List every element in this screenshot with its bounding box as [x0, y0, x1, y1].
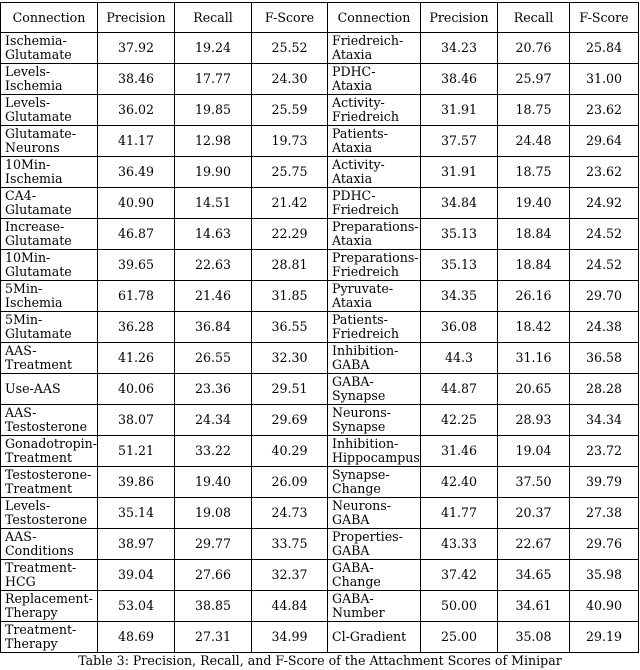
precision-cell: 38.97 — [98, 529, 175, 560]
precision-cell: 37.92 — [98, 33, 175, 64]
connection-line: Treatment — [5, 450, 73, 465]
precision-cell: 34.35 — [421, 281, 498, 312]
recall-cell: 17.77 — [175, 64, 252, 95]
recall-cell: 19.24 — [175, 33, 252, 64]
connection-line: Properties- — [332, 529, 403, 544]
connection-line: Treatment- — [5, 622, 77, 637]
recall-cell: 18.42 — [498, 312, 570, 343]
connection-line: GABA — [332, 512, 370, 527]
connection-line: Levels- — [5, 64, 51, 79]
recall-cell: 27.66 — [175, 560, 252, 591]
recall-cell: 20.65 — [498, 374, 570, 405]
connection-cell — [328, 312, 421, 343]
table-row — [1, 95, 639, 126]
f-score-cell: 44.84 — [252, 591, 328, 622]
connection-cell — [1, 95, 98, 126]
connection-cell — [328, 157, 421, 188]
f-score-cell: 29.51 — [252, 374, 328, 405]
connection-line: Activity- — [332, 157, 385, 172]
table-row — [1, 126, 639, 157]
f-score-cell: 27.38 — [570, 498, 639, 529]
f-score-cell: 35.98 — [570, 560, 639, 591]
connection-line: Number — [332, 605, 385, 620]
precision-cell: 36.08 — [421, 312, 498, 343]
connection-line: Ischemia- — [5, 33, 67, 48]
precision-cell: 41.26 — [98, 343, 175, 374]
table-row — [1, 467, 639, 498]
connection-cell — [1, 157, 98, 188]
precision-cell: 34.84 — [421, 188, 498, 219]
connection-cell — [328, 33, 421, 64]
connection-line: Ischemia — [5, 171, 63, 186]
connection-line: Neurons- — [332, 498, 392, 513]
recall-cell: 26.55 — [175, 343, 252, 374]
connection-line: PDHC- — [332, 188, 376, 203]
connection-cell — [328, 622, 421, 653]
recall-cell: 19.40 — [175, 467, 252, 498]
header-cell: Precision — [421, 3, 498, 33]
connection-line: Ataxia — [332, 47, 373, 62]
table-row — [1, 498, 639, 529]
precision-cell: 31.91 — [421, 95, 498, 126]
connection-line: Ischemia — [5, 78, 63, 93]
connection-cell — [328, 188, 421, 219]
f-score-cell: 24.30 — [252, 64, 328, 95]
connection-line: Glutamate — [5, 326, 72, 341]
f-score-cell: 22.29 — [252, 219, 328, 250]
connection-line: AAS- — [5, 343, 37, 358]
precision-cell: 31.91 — [421, 157, 498, 188]
precision-cell: 37.57 — [421, 126, 498, 157]
recall-cell: 27.31 — [175, 622, 252, 653]
connection-line: Synapse- — [332, 467, 390, 482]
connection-cell — [1, 591, 98, 622]
connection-line: Glutamate — [5, 264, 72, 279]
precision-cell: 46.87 — [98, 219, 175, 250]
precision-cell: 41.77 — [421, 498, 498, 529]
f-score-cell: 29.70 — [570, 281, 639, 312]
recall-cell: 20.37 — [498, 498, 570, 529]
connection-line: Glutamate — [5, 109, 72, 124]
connection-line: Glutamate — [5, 233, 72, 248]
precision-cell: 40.06 — [98, 374, 175, 405]
connection-cell — [1, 250, 98, 281]
f-score-cell: 40.29 — [252, 436, 328, 467]
connection-line: Treatment — [5, 481, 73, 496]
precision-cell: 43.33 — [421, 529, 498, 560]
f-score-cell: 29.19 — [570, 622, 639, 653]
connection-line: Friedreich — [332, 202, 399, 217]
precision-cell: 35.13 — [421, 219, 498, 250]
connection-line: Treatment — [5, 357, 73, 372]
f-score-cell: 21.42 — [252, 188, 328, 219]
recall-cell: 12.98 — [175, 126, 252, 157]
precision-cell: 36.02 — [98, 95, 175, 126]
header-cell: Recall — [498, 3, 570, 33]
f-score-cell: 25.59 — [252, 95, 328, 126]
connection-line: Gonadotropin- — [5, 436, 98, 451]
connection-line: Activity- — [332, 95, 385, 110]
table-row — [1, 436, 639, 467]
f-score-cell: 33.75 — [252, 529, 328, 560]
connection-cell — [1, 33, 98, 64]
connection-cell — [328, 405, 421, 436]
f-score-cell: 29.64 — [570, 126, 639, 157]
recall-cell: 38.85 — [175, 591, 252, 622]
table-row — [1, 560, 639, 591]
recall-cell: 19.90 — [175, 157, 252, 188]
f-score-cell: 23.62 — [570, 95, 639, 126]
recall-cell: 20.76 — [498, 33, 570, 64]
table-row — [1, 64, 639, 95]
connection-line: Friedreich- — [332, 33, 404, 48]
connection-cell — [1, 64, 98, 95]
connection-cell — [1, 498, 98, 529]
recall-cell: 37.50 — [498, 467, 570, 498]
connection-line: Preparations- — [332, 250, 419, 265]
table-row — [1, 529, 639, 560]
connection-line: AAS- — [5, 405, 37, 420]
connection-line: Patients- — [332, 126, 388, 141]
connection-line: GABA- — [332, 591, 374, 606]
table-row — [1, 343, 639, 374]
f-score-cell: 23.62 — [570, 157, 639, 188]
connection-cell — [328, 591, 421, 622]
precision-cell: 42.25 — [421, 405, 498, 436]
connection-cell — [328, 343, 421, 374]
connection-line: Use-AAS — [5, 381, 61, 396]
recall-cell: 34.61 — [498, 591, 570, 622]
connection-line: 5Min- — [5, 281, 43, 296]
table-row — [1, 622, 639, 653]
connection-line: Ischemia — [5, 295, 63, 310]
connection-line: Hippocampus — [332, 450, 420, 465]
recall-cell: 19.85 — [175, 95, 252, 126]
table-row — [1, 312, 639, 343]
connection-line: HCG — [5, 574, 36, 589]
recall-cell: 22.67 — [498, 529, 570, 560]
table-row — [1, 281, 639, 312]
f-score-cell: 24.92 — [570, 188, 639, 219]
recall-cell: 22.63 — [175, 250, 252, 281]
f-score-cell: 29.69 — [252, 405, 328, 436]
precision-cell: 53.04 — [98, 591, 175, 622]
connection-cell — [1, 219, 98, 250]
f-score-cell: 36.55 — [252, 312, 328, 343]
connection-cell — [1, 126, 98, 157]
precision-cell: 61.78 — [98, 281, 175, 312]
header-row — [1, 3, 639, 33]
table-row — [1, 374, 639, 405]
connection-line: PDHC- — [332, 64, 376, 79]
precision-cell: 50.00 — [421, 591, 498, 622]
precision-cell: 48.69 — [98, 622, 175, 653]
connection-line: Preparations- — [332, 219, 419, 234]
connection-cell — [1, 467, 98, 498]
recall-cell: 28.93 — [498, 405, 570, 436]
connection-cell — [328, 250, 421, 281]
recall-cell: 29.77 — [175, 529, 252, 560]
connection-line: Pyruvate- — [332, 281, 394, 296]
f-score-cell: 32.30 — [252, 343, 328, 374]
connection-cell — [328, 498, 421, 529]
connection-cell — [328, 560, 421, 591]
connection-line: Synapse — [332, 419, 386, 434]
connection-cell — [1, 529, 98, 560]
connection-cell — [328, 126, 421, 157]
connection-line: Glutamate — [5, 47, 72, 62]
f-score-cell: 25.84 — [570, 33, 639, 64]
connection-cell — [328, 374, 421, 405]
f-score-cell: 25.75 — [252, 157, 328, 188]
f-score-cell: 40.90 — [570, 591, 639, 622]
recall-cell: 19.08 — [175, 498, 252, 529]
recall-cell: 19.40 — [498, 188, 570, 219]
connection-line: Patients- — [332, 312, 388, 327]
precision-cell: 39.04 — [98, 560, 175, 591]
table-caption: Table 3: Precision, Recall, and F-Score of the Attachment Scores of Minipar — [78, 653, 562, 668]
precision-cell: 38.07 — [98, 405, 175, 436]
precision-cell: 40.90 — [98, 188, 175, 219]
connection-cell — [328, 529, 421, 560]
f-score-cell: 28.28 — [570, 374, 639, 405]
connection-line: Cl-Gradient — [332, 629, 407, 644]
precision-cell: 44.87 — [421, 374, 498, 405]
precision-cell: 38.46 — [98, 64, 175, 95]
connection-line: GABA- — [332, 374, 374, 389]
recall-cell: 14.51 — [175, 188, 252, 219]
recall-cell: 26.16 — [498, 281, 570, 312]
table-row — [1, 157, 639, 188]
connection-line: Ataxia — [332, 78, 373, 93]
connection-line: Increase- — [5, 219, 65, 234]
recall-cell: 23.36 — [175, 374, 252, 405]
precision-cell: 31.46 — [421, 436, 498, 467]
connection-line: Testosterone — [5, 512, 88, 527]
f-score-cell: 24.52 — [570, 219, 639, 250]
recall-cell: 24.34 — [175, 405, 252, 436]
precision-cell: 44.3 — [421, 343, 498, 374]
connection-line: Neurons — [5, 140, 60, 155]
connection-line: Levels- — [5, 95, 51, 110]
connection-line: Change — [332, 481, 381, 496]
table-row — [1, 219, 639, 250]
connection-line: Inhibition- — [332, 436, 399, 451]
connection-line: Friedreich — [332, 264, 399, 279]
precision-cell: 25.00 — [421, 622, 498, 653]
connection-line: Treatment- — [5, 560, 77, 575]
table-row — [1, 405, 639, 436]
recall-cell: 19.04 — [498, 436, 570, 467]
precision-cell: 35.14 — [98, 498, 175, 529]
header-cell: Connection — [1, 3, 98, 33]
connection-line: Friedreich — [332, 326, 399, 341]
connection-line: Glutamate- — [5, 126, 76, 141]
recall-cell: 34.65 — [498, 560, 570, 591]
header-cell: F-Score — [252, 3, 328, 33]
connection-cell — [1, 560, 98, 591]
precision-cell: 35.13 — [421, 250, 498, 281]
f-score-cell: 26.09 — [252, 467, 328, 498]
precision-cell: 37.42 — [421, 560, 498, 591]
recall-cell: 21.46 — [175, 281, 252, 312]
connection-cell — [1, 188, 98, 219]
connection-line: Change — [332, 574, 381, 589]
connection-line: GABA — [332, 357, 370, 372]
connection-line: Conditions — [5, 543, 74, 558]
connection-line: Ataxia — [332, 233, 373, 248]
f-score-cell: 34.34 — [570, 405, 639, 436]
connection-cell — [328, 281, 421, 312]
connection-cell — [1, 405, 98, 436]
recall-cell: 18.75 — [498, 157, 570, 188]
precision-cell: 41.17 — [98, 126, 175, 157]
recall-cell: 35.08 — [498, 622, 570, 653]
connection-line: Testosterone- — [5, 467, 92, 482]
recall-cell: 33.22 — [175, 436, 252, 467]
precision-cell: 38.46 — [421, 64, 498, 95]
f-score-cell: 28.81 — [252, 250, 328, 281]
header-cell: Recall — [175, 3, 252, 33]
connection-line: Synapse — [332, 388, 386, 403]
connection-cell — [1, 622, 98, 653]
connection-cell — [1, 281, 98, 312]
connection-cell — [328, 436, 421, 467]
connection-line: GABA — [332, 543, 370, 558]
table-body — [1, 33, 639, 653]
f-score-cell: 36.58 — [570, 343, 639, 374]
connection-line: Ataxia — [332, 295, 373, 310]
f-score-cell: 24.73 — [252, 498, 328, 529]
recall-cell: 24.48 — [498, 126, 570, 157]
recall-cell: 14.63 — [175, 219, 252, 250]
f-score-cell: 32.37 — [252, 560, 328, 591]
connection-cell — [328, 64, 421, 95]
table-row — [1, 591, 639, 622]
recall-cell: 18.75 — [498, 95, 570, 126]
precision-cell: 42.40 — [421, 467, 498, 498]
table-row — [1, 188, 639, 219]
precision-cell: 36.28 — [98, 312, 175, 343]
connection-cell — [1, 343, 98, 374]
precision-cell: 39.65 — [98, 250, 175, 281]
f-score-cell: 34.99 — [252, 622, 328, 653]
precision-cell: 51.21 — [98, 436, 175, 467]
connection-line: Levels- — [5, 498, 51, 513]
connection-line: Replacement- — [5, 591, 93, 606]
connection-line: Glutamate — [5, 202, 72, 217]
connection-line: Friedreich — [332, 109, 399, 124]
connection-line: 5Min- — [5, 312, 43, 327]
f-score-cell: 23.72 — [570, 436, 639, 467]
connection-line: 10Min- — [5, 250, 51, 265]
f-score-cell: 31.00 — [570, 64, 639, 95]
recall-cell: 36.84 — [175, 312, 252, 343]
connection-line: Ataxia — [332, 140, 373, 155]
connection-line: Testosterone — [5, 419, 88, 434]
connection-line: Therapy — [5, 605, 58, 620]
f-score-cell: 31.85 — [252, 281, 328, 312]
f-score-cell: 24.52 — [570, 250, 639, 281]
f-score-cell: 24.38 — [570, 312, 639, 343]
table-row — [1, 250, 639, 281]
connection-line: AAS- — [5, 529, 37, 544]
header-cell: Connection — [328, 3, 421, 33]
table-row — [1, 33, 639, 64]
recall-cell: 31.16 — [498, 343, 570, 374]
header-cell: F-Score — [570, 3, 639, 33]
results-table — [0, 2, 639, 653]
recall-cell: 18.84 — [498, 219, 570, 250]
connection-line: Inhibition- — [332, 343, 399, 358]
connection-line: Neurons- — [332, 405, 392, 420]
connection-line: CA4- — [5, 188, 36, 203]
f-score-cell: 39.79 — [570, 467, 639, 498]
connection-line: Ataxia — [332, 171, 373, 186]
connection-line: Therapy — [5, 636, 58, 651]
header-cell: Precision — [98, 3, 175, 33]
recall-cell: 18.84 — [498, 250, 570, 281]
connection-cell — [328, 467, 421, 498]
f-score-cell: 19.73 — [252, 126, 328, 157]
precision-cell: 34.23 — [421, 33, 498, 64]
connection-line: 10Min- — [5, 157, 51, 172]
connection-cell — [1, 374, 98, 405]
connection-cell — [1, 436, 98, 467]
recall-cell: 25.97 — [498, 64, 570, 95]
connection-cell — [328, 95, 421, 126]
precision-cell: 39.86 — [98, 467, 175, 498]
connection-cell — [1, 312, 98, 343]
connection-cell — [328, 219, 421, 250]
f-score-cell: 29.76 — [570, 529, 639, 560]
f-score-cell: 25.52 — [252, 33, 328, 64]
connection-line: GABA- — [332, 560, 374, 575]
precision-cell: 36.49 — [98, 157, 175, 188]
